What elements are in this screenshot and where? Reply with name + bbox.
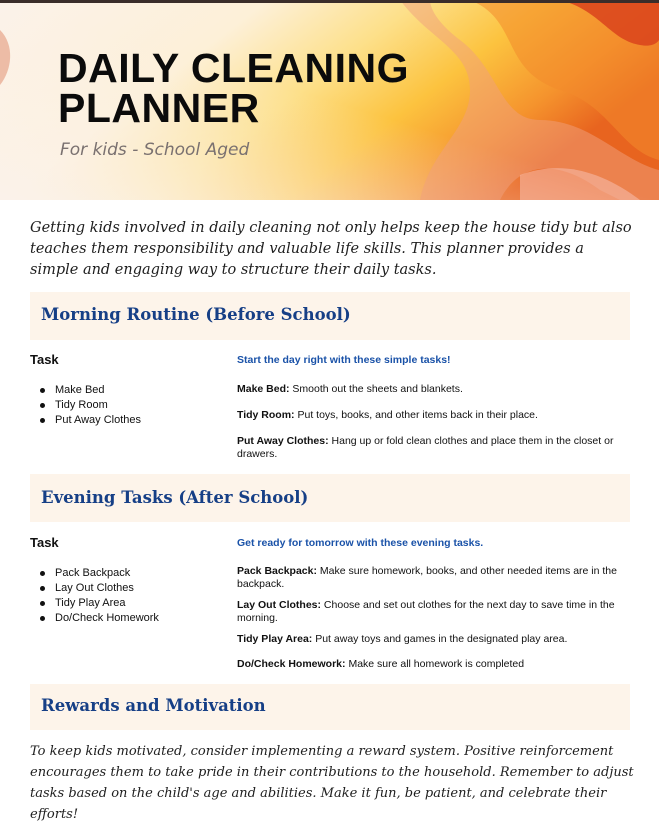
detail-text: Make sure all homework is completed bbox=[345, 658, 525, 670]
rewards-section-header bbox=[30, 684, 630, 730]
list-item: Lay Out Clothes bbox=[38, 581, 159, 596]
evening-detail-tidy-play-area bbox=[237, 633, 632, 646]
list-item: Make Bed bbox=[38, 383, 141, 398]
evening-detail-lay-out-clothes bbox=[237, 599, 632, 624]
morning-section-header bbox=[30, 292, 630, 340]
intro-paragraph: Getting kids involved in daily cleaning not only helps keep the house tidy but also teaches them responsibility and valuable life skills. This planner provides a simple and engaging way to structure their daily tasks. bbox=[30, 220, 632, 278]
morning-task-label: Task bbox=[30, 352, 59, 367]
detail-name: Pack Backpack: bbox=[237, 565, 317, 577]
list-item: Put Away Clothes bbox=[38, 413, 141, 428]
morning-detail-put-away-clothes bbox=[237, 435, 632, 460]
header-banner bbox=[0, 0, 659, 200]
evening-task-label: Task bbox=[30, 535, 59, 550]
evening-task-list bbox=[38, 566, 159, 626]
morning-heading: Morning Routine (Before School) bbox=[41, 305, 351, 324]
rewards-paragraph: To keep kids motivated, consider implementing a reward system. Positive reinforcement encourages them to take pride in their contributions to the household. Remember to adjust tasks based on the child's age and abilities. Make it fun, be patient, and celebrate their efforts! bbox=[30, 744, 634, 822]
detail-name: Tidy Play Area: bbox=[237, 633, 313, 645]
evening-lead: Get ready for tomorrow with these evening tasks. bbox=[237, 537, 484, 549]
detail-text: Hang up or fold clean clothes and place them in the closet or drawers. bbox=[237, 435, 614, 460]
detail-text: Put toys, books, and other items back in their place. bbox=[294, 409, 538, 421]
list-item: Tidy Play Area bbox=[38, 596, 159, 611]
page-title-line-2: PLANNER bbox=[58, 85, 260, 131]
evening-detail-homework bbox=[237, 658, 632, 671]
detail-name: Make Bed: bbox=[237, 383, 290, 395]
morning-task-list bbox=[38, 383, 141, 428]
detail-name: Do/Check Homework: bbox=[237, 658, 346, 670]
rewards-heading: Rewards and Motivation bbox=[41, 696, 266, 715]
page-title bbox=[58, 45, 409, 131]
detail-text: Make sure homework, books, and other needed items are in the backpack. bbox=[237, 565, 617, 590]
detail-text: Choose and set out clothes for the next day to save time in the morning. bbox=[237, 599, 615, 624]
evening-detail-pack-backpack bbox=[237, 565, 632, 590]
page-title-line-1: DAILY CLEANING bbox=[58, 45, 409, 91]
list-item: Pack Backpack bbox=[38, 566, 159, 581]
detail-text: Smooth out the sheets and blankets. bbox=[289, 383, 463, 395]
morning-detail-make-bed bbox=[237, 383, 632, 396]
list-item: Tidy Room bbox=[38, 398, 141, 413]
morning-detail-tidy-room bbox=[237, 409, 632, 422]
detail-name: Put Away Clothes: bbox=[237, 435, 329, 447]
morning-lead: Start the day right with these simple tasks! bbox=[237, 354, 451, 366]
page-subtitle: For kids - School Aged bbox=[60, 140, 250, 160]
detail-name: Tidy Room: bbox=[237, 409, 295, 421]
list-item: Do/Check Homework bbox=[38, 611, 159, 626]
evening-heading: Evening Tasks (After School) bbox=[41, 488, 309, 507]
detail-text: Put away toys and games in the designated play area. bbox=[312, 633, 568, 645]
detail-name: Lay Out Clothes: bbox=[237, 599, 322, 611]
evening-section-header bbox=[30, 474, 630, 522]
